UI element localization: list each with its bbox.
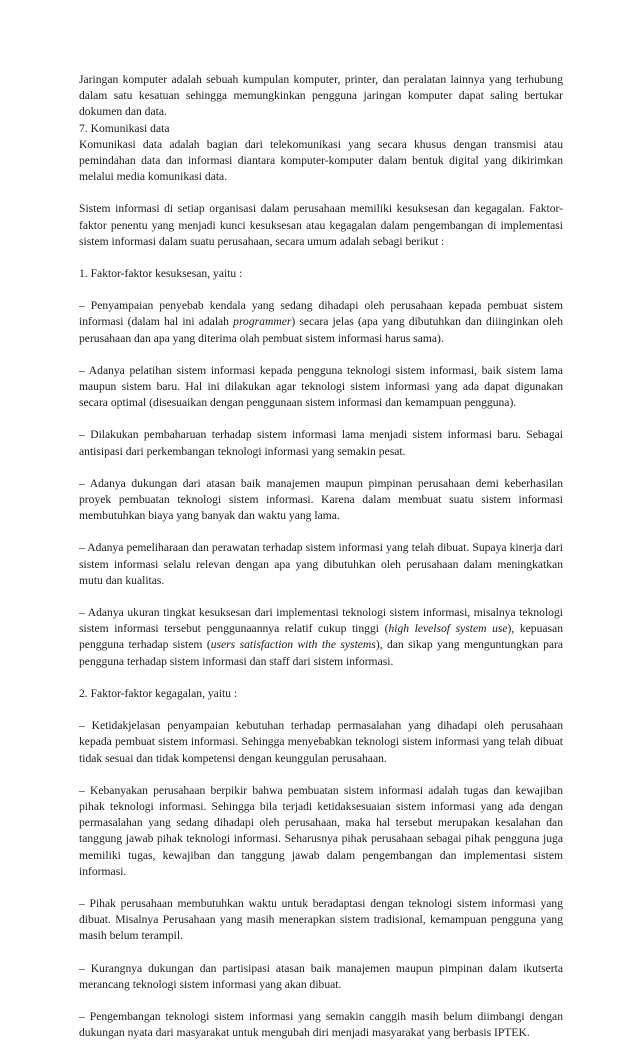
failure-item-2: – Kebanyakan perusahaan berpikir bahwa pembuatan sistem informasi adalah tugas dan kewajiban pihak teknologi informasi. Sehingga bila terjadi ketidaksesuaian sistem informasi yang ada dengan permasalahan yang sedang dihadapi oleh perusahaan, maka hal tersebut merupakan kesalahan dan tanggung jawab pihak teknologi informasi. Seharusnya pihak perusahaan sebagai pihak pengguna juga memiliki tugas, kewajiban dan tanggung jawab dalam pengembangan dan implementasi sistem informasi.	[79, 783, 563, 878]
success-item-1-emphasis: programmer	[233, 315, 292, 329]
heading-success-factors: 1. Faktor-faktor kesuksesan, yaitu :	[79, 267, 243, 281]
failure-item-1: – Ketidakjelasan penyampaian kebutuhan terhadap permasalahan yang dihadapi oleh perusahaan kepada pembuat sistem informasi. Sehingga menyebabkan teknologi sistem informasi yang telah dibuat tidak sesuai dan tidak kompetensi dengan keunggulan perusahaan.	[79, 719, 563, 765]
document-page	[79, 72, 563, 1041]
success-item-2: – Adanya pelatihan sistem informasi kepada pengguna teknologi sistem informasi, baik sistem lama maupun sistem baru. Hal ini dilakukan agar teknologi sistem informasi yang ada dapat digunakan secara optimal (disesuaikan dengan penggunaan sistem informasi dan kemampuan pengguna).	[79, 363, 563, 410]
success-item-6-text-a: – Adanya ukuran tingkat kesuksesan dari implementasi teknologi sistem informasi, misalnya teknologi sistem informasi tersebut penggunaannya relatif cukup tinggi (	[79, 606, 563, 636]
heading-failure-factors: 2. Faktor-faktor kegagalan, yaitu :	[79, 686, 238, 700]
paragraph-komunikasi-data: Komunikasi data adalah bagian dari telekomunikasi yang secara khusus dengan transmisi atau pemindahan data dan informasi diantara komputer-komputer dalam bentuk digital yang dikirimkan melalui media komunikasi data.	[79, 137, 563, 184]
success-item-6-text-b: ), kepuasan pengguna terhadap sistem (	[79, 622, 563, 652]
success-item-1	[79, 298, 563, 347]
success-item-6-text-c: ), dan sikap yang menguntungkan para pengguna terhadap sistem informasi dan staff dari sistem informasi.	[79, 638, 564, 668]
failure-item-5: – Pengembangan teknologi sistem informasi yang semakin canggih masih belum diimbangi dengan dukungan nyata dari masyarakat untuk mengubah diri menjadi masyarakat yang berbasis IPTEK.	[79, 1009, 563, 1040]
success-item-5: – Adanya pemeliharaan dan perawatan terhadap sistem informasi yang telah dibuat. Supaya kinerja dari sistem informasi selalu relevan dengan apa yang dibutuhkan oleh perusahaan dalam meningkatkan mutu dan kualitas.	[79, 541, 563, 587]
success-item-3: – Dilakukan pembaharuan terhadap sistem informasi lama menjadi sistem informasi baru. Sebagai antisipasi dari perkembangan teknologi informasi yang semakin pesat.	[79, 428, 563, 458]
success-item-6	[79, 605, 563, 670]
paragraph-intro: Sistem informasi di setiap organisasi dalam perusahaan memiliki kesuksesan dan kegagalan. Faktor-faktor penentu yang menjadi kunci kesuksesan atau kegagalan dalam pengembangan di implementasi sistem informasi dalam suatu perusahaan, secara umum adalah sebagi berikut :	[79, 202, 563, 248]
success-item-6-emphasis-1: high levelsof system use	[388, 622, 508, 636]
success-item-1-text-a: – Penyampaian penyebab kendala yang sedang dihadapi oleh perusahaan kepada pembuat sistem informasi (dalam hal ini adalah	[79, 299, 563, 329]
paragraph-jaringan-komputer: Jaringan komputer adalah sebuah kumpulan komputer, printer, dan peralatan lainnya yang terhubung dalam satu kesatuan sehingga memungkinkan pengguna jaringan komputer dapat saling bertukar dokumen dan data.	[79, 73, 563, 119]
success-item-6-emphasis-2: users satisfaction with the systems	[210, 638, 376, 652]
heading-komunikasi-data: 7. Komunikasi data	[79, 121, 170, 135]
success-item-1-text-b: ) secara jelas (apa yang dibutuhkan dan diiinginkan oleh perusahaan dan apa yang diterima olah pembuat sistem informasi harus sama).	[79, 315, 563, 345]
failure-item-3: – Pihak perusahaan membutuhkan waktu untuk beradaptasi dengan teknologi sistem informasi yang dibuat. Misalnya Perusahaan yang masih menerapkan sistem tradisional, kemampuan pengguna yang masih belum terampil.	[79, 896, 563, 943]
success-item-4: – Adanya dukungan dari atasan baik manajemen maupun pimpinan perusahaan demi keberhasilan proyek pembuatan teknologi sistem informasi. Karena dalam membuat suatu sistem informasi membutuhkan biaya yang banyak dan waktu yang lama.	[79, 476, 563, 523]
failure-item-4: – Kurangnya dukungan dan partisipasi atasan baik manajemen maupun pimpinan dalam ikutserta merancang teknologi sistem informasi yang akan dibuat.	[79, 961, 563, 991]
